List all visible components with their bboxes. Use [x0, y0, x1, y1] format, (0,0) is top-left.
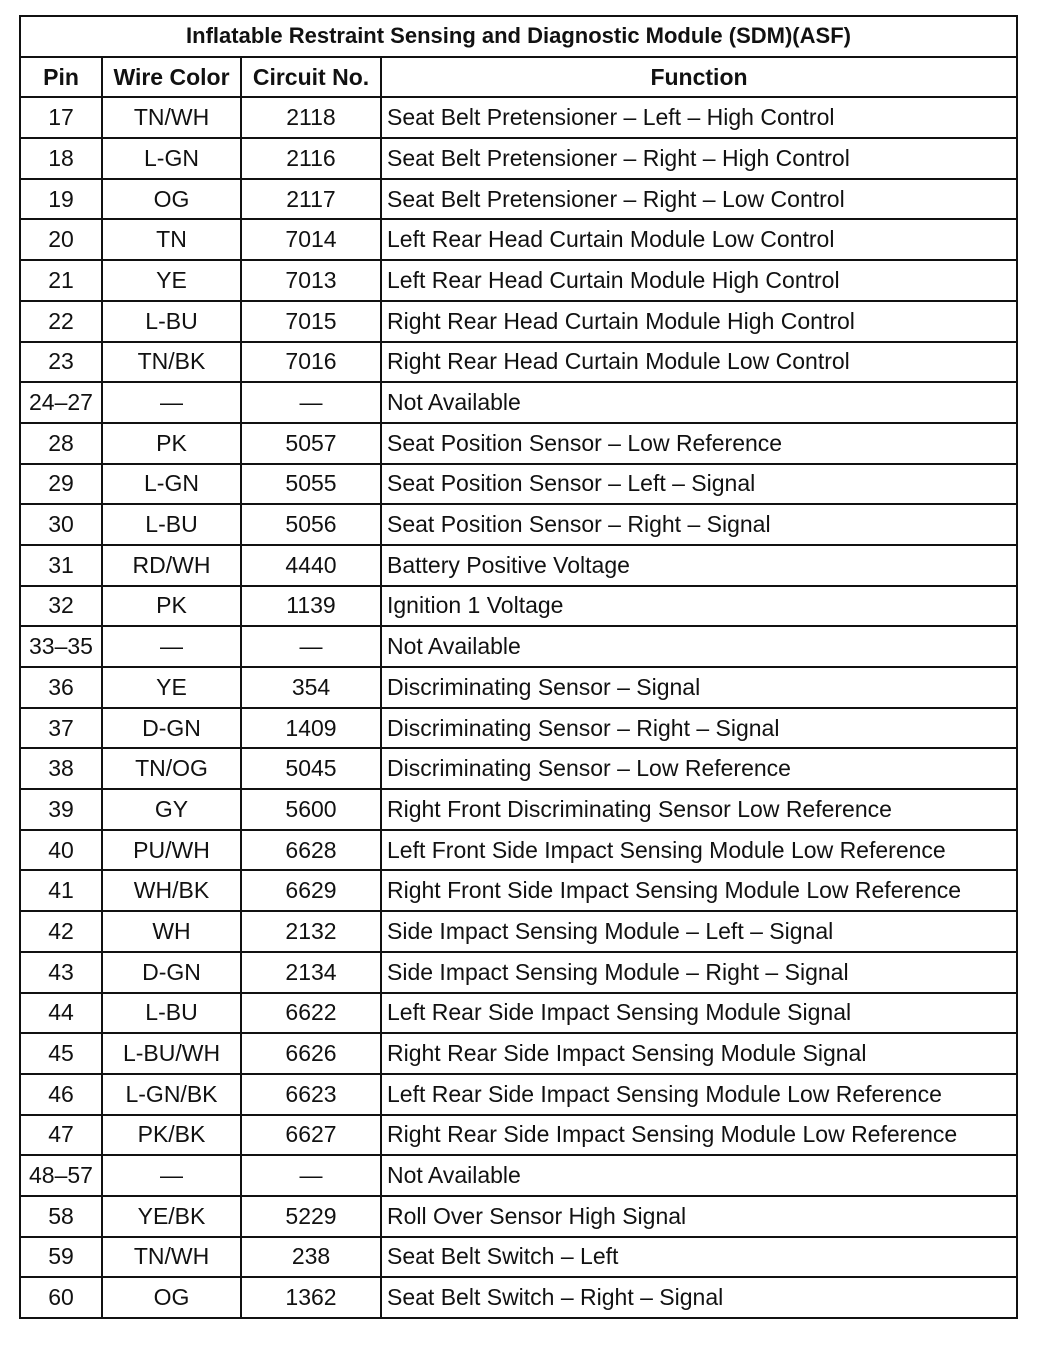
circuit-no-cell: 7013	[241, 260, 381, 301]
table-row	[20, 952, 1017, 993]
table-row	[20, 545, 1017, 586]
pin-cell: 60	[20, 1277, 102, 1318]
pin-cell: 18	[20, 138, 102, 179]
function-cell: Not Available	[381, 626, 1017, 667]
circuit-no-cell: 354	[241, 667, 381, 708]
circuit-no-cell: 2132	[241, 911, 381, 952]
function-cell: Right Front Side Impact Sensing Module Low Reference	[381, 870, 1017, 911]
function-cell: Not Available	[381, 1155, 1017, 1196]
function-cell: Seat Belt Pretensioner – Left – High Control	[381, 97, 1017, 138]
function-cell: Seat Position Sensor – Left – Signal	[381, 464, 1017, 505]
wire-color-cell: PK	[102, 586, 241, 627]
table-title-row	[20, 16, 1017, 57]
wire-color-cell: PK	[102, 423, 241, 464]
table-row	[20, 97, 1017, 138]
table-row	[20, 993, 1017, 1034]
table-row	[20, 586, 1017, 627]
function-cell: Roll Over Sensor High Signal	[381, 1196, 1017, 1237]
table-row	[20, 504, 1017, 545]
pin-cell: 58	[20, 1196, 102, 1237]
table-row	[20, 626, 1017, 667]
pin-cell: 46	[20, 1074, 102, 1115]
circuit-no-cell: 7016	[241, 342, 381, 383]
function-cell: Right Rear Side Impact Sensing Module Low Reference	[381, 1115, 1017, 1156]
wire-color-cell: L-GN/BK	[102, 1074, 241, 1115]
circuit-no-cell: —	[241, 626, 381, 667]
pin-cell: 59	[20, 1237, 102, 1278]
table-row	[20, 301, 1017, 342]
wire-color-cell: —	[102, 1155, 241, 1196]
pin-cell: 24–27	[20, 382, 102, 423]
wire-color-cell: GY	[102, 789, 241, 830]
circuit-no-cell: 4440	[241, 545, 381, 586]
table-row	[20, 1155, 1017, 1196]
wire-color-cell: L-GN	[102, 464, 241, 505]
pin-cell: 42	[20, 911, 102, 952]
circuit-no-cell: 6629	[241, 870, 381, 911]
wire-color-cell: L-BU	[102, 504, 241, 545]
function-cell: Seat Belt Pretensioner – Right – High Control	[381, 138, 1017, 179]
pin-cell: 20	[20, 219, 102, 260]
circuit-no-cell: 1362	[241, 1277, 381, 1318]
table-row	[20, 219, 1017, 260]
function-cell: Seat Belt Switch – Right – Signal	[381, 1277, 1017, 1318]
table-row	[20, 382, 1017, 423]
table-row	[20, 911, 1017, 952]
wire-color-cell: L-BU	[102, 993, 241, 1034]
function-cell: Left Rear Side Impact Sensing Module Low Reference	[381, 1074, 1017, 1115]
circuit-no-cell: 5229	[241, 1196, 381, 1237]
wire-color-cell: PU/WH	[102, 830, 241, 871]
circuit-no-cell: 5056	[241, 504, 381, 545]
wire-color-cell: L-BU/WH	[102, 1033, 241, 1074]
function-cell: Right Rear Head Curtain Module High Control	[381, 301, 1017, 342]
function-cell: Seat Belt Switch – Left	[381, 1237, 1017, 1278]
function-cell: Right Front Discriminating Sensor Low Reference	[381, 789, 1017, 830]
table-row	[20, 830, 1017, 871]
circuit-no-cell: 6628	[241, 830, 381, 871]
function-cell: Right Rear Side Impact Sensing Module Signal	[381, 1033, 1017, 1074]
function-cell: Left Rear Head Curtain Module Low Control	[381, 219, 1017, 260]
table-row	[20, 423, 1017, 464]
pin-cell: 43	[20, 952, 102, 993]
function-cell: Discriminating Sensor – Right – Signal	[381, 708, 1017, 749]
circuit-no-cell: 6626	[241, 1033, 381, 1074]
pin-cell: 37	[20, 708, 102, 749]
wire-color-cell: TN/BK	[102, 342, 241, 383]
pin-cell: 31	[20, 545, 102, 586]
circuit-no-cell: 2134	[241, 952, 381, 993]
function-cell: Discriminating Sensor – Signal	[381, 667, 1017, 708]
circuit-no-cell: 5600	[241, 789, 381, 830]
wire-color-cell: RD/WH	[102, 545, 241, 586]
wire-color-cell: —	[102, 626, 241, 667]
circuit-no-cell: 5055	[241, 464, 381, 505]
circuit-no-cell: 2116	[241, 138, 381, 179]
pin-cell: 44	[20, 993, 102, 1034]
table-row	[20, 138, 1017, 179]
wire-color-cell: YE/BK	[102, 1196, 241, 1237]
circuit-no-cell: 2117	[241, 179, 381, 220]
circuit-no-cell: 7015	[241, 301, 381, 342]
pin-cell: 38	[20, 748, 102, 789]
circuit-no-cell: 5045	[241, 748, 381, 789]
pin-cell: 21	[20, 260, 102, 301]
table-row	[20, 667, 1017, 708]
wire-color-cell: WH/BK	[102, 870, 241, 911]
wire-color-cell: —	[102, 382, 241, 423]
function-cell: Battery Positive Voltage	[381, 545, 1017, 586]
pin-cell: 45	[20, 1033, 102, 1074]
circuit-no-cell: —	[241, 1155, 381, 1196]
function-cell: Right Rear Head Curtain Module Low Control	[381, 342, 1017, 383]
circuit-no-cell: —	[241, 382, 381, 423]
circuit-no-cell: 2118	[241, 97, 381, 138]
function-cell: Side Impact Sensing Module – Left – Signal	[381, 911, 1017, 952]
circuit-no-cell: 1409	[241, 708, 381, 749]
table-row	[20, 1237, 1017, 1278]
pin-cell: 36	[20, 667, 102, 708]
table-row	[20, 708, 1017, 749]
table-row	[20, 1033, 1017, 1074]
table-row	[20, 464, 1017, 505]
function-cell: Side Impact Sensing Module – Right – Signal	[381, 952, 1017, 993]
wire-color-cell: YE	[102, 667, 241, 708]
table-header-row	[20, 57, 1017, 98]
header-pin: Pin	[20, 57, 102, 98]
table-row	[20, 789, 1017, 830]
pin-cell: 28	[20, 423, 102, 464]
circuit-no-cell: 1139	[241, 586, 381, 627]
function-cell: Not Available	[381, 382, 1017, 423]
pin-cell: 32	[20, 586, 102, 627]
wire-color-cell: D-GN	[102, 952, 241, 993]
function-cell: Seat Position Sensor – Low Reference	[381, 423, 1017, 464]
pin-cell: 19	[20, 179, 102, 220]
table-row	[20, 870, 1017, 911]
wire-color-cell: D-GN	[102, 708, 241, 749]
pin-cell: 29	[20, 464, 102, 505]
pin-cell: 23	[20, 342, 102, 383]
circuit-no-cell: 7014	[241, 219, 381, 260]
function-cell: Seat Position Sensor – Right – Signal	[381, 504, 1017, 545]
circuit-no-cell: 6622	[241, 993, 381, 1034]
pin-cell: 17	[20, 97, 102, 138]
sdm-connector-table	[19, 15, 1018, 1319]
table-row	[20, 1196, 1017, 1237]
wire-color-cell: OG	[102, 179, 241, 220]
table-row	[20, 260, 1017, 301]
wire-color-cell: WH	[102, 911, 241, 952]
pin-cell: 47	[20, 1115, 102, 1156]
connector-table-wrapper	[19, 15, 1018, 1319]
pin-cell: 40	[20, 830, 102, 871]
table-row	[20, 179, 1017, 220]
function-cell: Ignition 1 Voltage	[381, 586, 1017, 627]
pin-cell: 39	[20, 789, 102, 830]
header-function: Function	[381, 57, 1017, 98]
header-circuit-no: Circuit No.	[241, 57, 381, 98]
pin-cell: 33–35	[20, 626, 102, 667]
table-title: Inflatable Restraint Sensing and Diagnostic Module (SDM)(ASF)	[20, 16, 1017, 57]
function-cell: Left Front Side Impact Sensing Module Low Reference	[381, 830, 1017, 871]
function-cell: Left Rear Head Curtain Module High Control	[381, 260, 1017, 301]
pin-cell: 22	[20, 301, 102, 342]
circuit-no-cell: 6623	[241, 1074, 381, 1115]
wire-color-cell: YE	[102, 260, 241, 301]
wire-color-cell: OG	[102, 1277, 241, 1318]
wire-color-cell: TN	[102, 219, 241, 260]
wire-color-cell: L-GN	[102, 138, 241, 179]
table-body	[20, 97, 1017, 1318]
wire-color-cell: TN/WH	[102, 1237, 241, 1278]
table-row	[20, 1074, 1017, 1115]
wire-color-cell: L-BU	[102, 301, 241, 342]
pin-cell: 48–57	[20, 1155, 102, 1196]
function-cell: Discriminating Sensor – Low Reference	[381, 748, 1017, 789]
pin-cell: 30	[20, 504, 102, 545]
header-wire-color: Wire Color	[102, 57, 241, 98]
wire-color-cell: TN/WH	[102, 97, 241, 138]
function-cell: Left Rear Side Impact Sensing Module Signal	[381, 993, 1017, 1034]
circuit-no-cell: 6627	[241, 1115, 381, 1156]
table-row	[20, 1115, 1017, 1156]
table-row	[20, 748, 1017, 789]
circuit-no-cell: 5057	[241, 423, 381, 464]
wire-color-cell: TN/OG	[102, 748, 241, 789]
pin-cell: 41	[20, 870, 102, 911]
circuit-no-cell: 238	[241, 1237, 381, 1278]
table-row	[20, 342, 1017, 383]
function-cell: Seat Belt Pretensioner – Right – Low Control	[381, 179, 1017, 220]
table-row	[20, 1277, 1017, 1318]
wire-color-cell: PK/BK	[102, 1115, 241, 1156]
